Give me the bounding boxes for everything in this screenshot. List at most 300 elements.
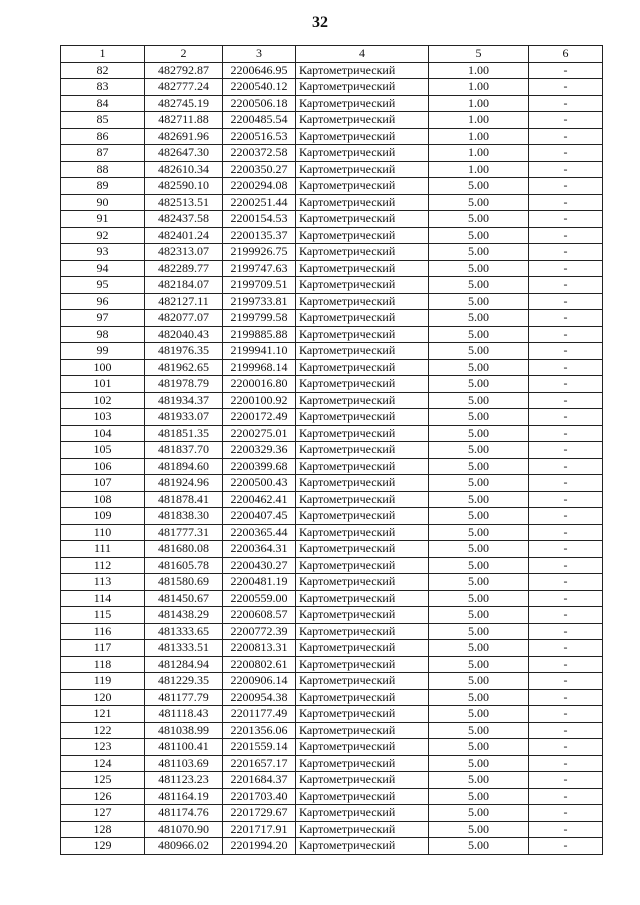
x-coordinate-cell: 481837.70 [145,442,223,459]
x-coordinate-cell: 481838.30 [145,508,223,525]
table-row [61,788,603,805]
method-cell: Картометрический [296,194,429,211]
x-coordinate-cell: 481123.23 [145,772,223,789]
description-cell: - [529,178,603,195]
accuracy-cell: 5.00 [429,359,529,376]
y-coordinate-cell: 2200154.53 [223,211,296,228]
x-coordinate-cell: 481284.94 [145,656,223,673]
description-cell: - [529,722,603,739]
point-number-cell: 85 [61,112,145,129]
y-coordinate-cell: 2201177.49 [223,706,296,723]
point-number-cell: 106 [61,458,145,475]
accuracy-cell: 5.00 [429,343,529,360]
point-number-cell: 89 [61,178,145,195]
table-row [61,161,603,178]
accuracy-cell: 5.00 [429,557,529,574]
table-row [61,491,603,508]
table-row [61,772,603,789]
x-coordinate-cell: 481333.51 [145,640,223,657]
accuracy-cell: 5.00 [429,425,529,442]
point-number-cell: 98 [61,326,145,343]
column-header: 5 [429,46,529,63]
y-coordinate-cell: 2200350.27 [223,161,296,178]
point-number-cell: 96 [61,293,145,310]
description-cell: - [529,293,603,310]
description-cell: - [529,211,603,228]
x-coordinate-cell: 482127.11 [145,293,223,310]
x-coordinate-cell: 481177.79 [145,689,223,706]
column-header: 4 [296,46,429,63]
y-coordinate-cell: 2200813.31 [223,640,296,657]
point-number-cell: 123 [61,739,145,756]
table-row [61,343,603,360]
method-cell: Картометрический [296,343,429,360]
point-number-cell: 126 [61,788,145,805]
y-coordinate-cell: 2200540.12 [223,79,296,96]
method-cell: Картометрический [296,640,429,657]
y-coordinate-cell: 2200772.39 [223,623,296,640]
point-number-cell: 115 [61,607,145,624]
accuracy-cell: 5.00 [429,755,529,772]
method-cell: Картометрический [296,656,429,673]
method-cell: Картометрический [296,772,429,789]
x-coordinate-cell: 482711.88 [145,112,223,129]
x-coordinate-cell: 481103.69 [145,755,223,772]
y-coordinate-cell: 2200500.43 [223,475,296,492]
page-number: 32 [312,14,328,31]
method-cell: Картометрический [296,145,429,162]
x-coordinate-cell: 482691.96 [145,128,223,145]
x-coordinate-cell: 482513.51 [145,194,223,211]
table-row [61,574,603,591]
table-row [61,326,603,343]
table-header-row [61,46,603,63]
accuracy-cell: 5.00 [429,508,529,525]
table-row [61,178,603,195]
table-row [61,706,603,723]
point-number-cell: 125 [61,772,145,789]
table-row [61,623,603,640]
description-cell: - [529,838,603,855]
method-cell: Картометрический [296,706,429,723]
accuracy-cell: 5.00 [429,293,529,310]
table-row [61,590,603,607]
y-coordinate-cell: 2200516.53 [223,128,296,145]
description-cell: - [529,112,603,129]
accuracy-cell: 5.00 [429,623,529,640]
point-number-cell: 102 [61,392,145,409]
x-coordinate-cell: 481894.60 [145,458,223,475]
description-cell: - [529,640,603,657]
point-number-cell: 113 [61,574,145,591]
x-coordinate-cell: 482313.07 [145,244,223,261]
table-body [61,62,603,854]
accuracy-cell: 5.00 [429,574,529,591]
x-coordinate-cell: 481100.41 [145,739,223,756]
x-coordinate-cell: 481438.29 [145,607,223,624]
point-number-cell: 114 [61,590,145,607]
method-cell: Картометрический [296,95,429,112]
y-coordinate-cell: 2200364.31 [223,541,296,558]
method-cell: Картометрический [296,508,429,525]
point-number-cell: 93 [61,244,145,261]
accuracy-cell: 5.00 [429,409,529,426]
point-number-cell: 100 [61,359,145,376]
description-cell: - [529,557,603,574]
description-cell: - [529,326,603,343]
x-coordinate-cell: 481038.99 [145,722,223,739]
table-row [61,689,603,706]
method-cell: Картометрический [296,326,429,343]
table-row [61,277,603,294]
method-cell: Картометрический [296,211,429,228]
point-number-cell: 118 [61,656,145,673]
table-row [61,739,603,756]
x-coordinate-cell: 481580.69 [145,574,223,591]
method-cell: Картометрический [296,376,429,393]
y-coordinate-cell: 2201994.20 [223,838,296,855]
y-coordinate-cell: 2200399.68 [223,458,296,475]
method-cell: Картометрический [296,62,429,79]
method-cell: Картометрический [296,178,429,195]
table-row [61,541,603,558]
accuracy-cell: 5.00 [429,689,529,706]
point-number-cell: 110 [61,524,145,541]
y-coordinate-cell: 2199926.75 [223,244,296,261]
accuracy-cell: 5.00 [429,541,529,558]
description-cell: - [529,475,603,492]
description-cell: - [529,376,603,393]
x-coordinate-cell: 481777.31 [145,524,223,541]
table-row [61,376,603,393]
x-coordinate-cell: 482040.43 [145,326,223,343]
method-cell: Картометрический [296,293,429,310]
y-coordinate-cell: 2200481.19 [223,574,296,591]
table-row [61,821,603,838]
description-cell: - [529,623,603,640]
coordinates-table [60,45,603,855]
method-cell: Картометрический [296,673,429,690]
y-coordinate-cell: 2201684.37 [223,772,296,789]
table-row [61,805,603,822]
column-header: 6 [529,46,603,63]
y-coordinate-cell: 2200100.92 [223,392,296,409]
point-number-cell: 116 [61,623,145,640]
point-number-cell: 86 [61,128,145,145]
description-cell: - [529,491,603,508]
x-coordinate-cell: 482077.07 [145,310,223,327]
y-coordinate-cell: 2199941.10 [223,343,296,360]
table-row [61,128,603,145]
table-row [61,293,603,310]
description-cell: - [529,805,603,822]
y-coordinate-cell: 2200172.49 [223,409,296,426]
point-number-cell: 127 [61,805,145,822]
point-number-cell: 91 [61,211,145,228]
accuracy-cell: 5.00 [429,491,529,508]
method-cell: Картометрический [296,689,429,706]
y-coordinate-cell: 2199709.51 [223,277,296,294]
table-row [61,425,603,442]
description-cell: - [529,359,603,376]
y-coordinate-cell: 2199968.14 [223,359,296,376]
method-cell: Картометрический [296,425,429,442]
accuracy-cell: 5.00 [429,805,529,822]
description-cell: - [529,574,603,591]
table-row [61,722,603,739]
method-cell: Картометрический [296,541,429,558]
description-cell: - [529,821,603,838]
y-coordinate-cell: 2200608.57 [223,607,296,624]
accuracy-cell: 5.00 [429,772,529,789]
accuracy-cell: 5.00 [429,211,529,228]
y-coordinate-cell: 2200294.08 [223,178,296,195]
x-coordinate-cell: 481164.19 [145,788,223,805]
table-row [61,656,603,673]
point-number-cell: 124 [61,755,145,772]
y-coordinate-cell: 2199885.88 [223,326,296,343]
description-cell: - [529,409,603,426]
x-coordinate-cell: 482289.77 [145,260,223,277]
description-cell: - [529,62,603,79]
y-coordinate-cell: 2201559.14 [223,739,296,756]
point-number-cell: 104 [61,425,145,442]
description-cell: - [529,392,603,409]
description-cell: - [529,508,603,525]
table-row [61,310,603,327]
accuracy-cell: 5.00 [429,392,529,409]
accuracy-cell: 5.00 [429,178,529,195]
point-number-cell: 101 [61,376,145,393]
column-header: 2 [145,46,223,63]
y-coordinate-cell: 2200365.44 [223,524,296,541]
accuracy-cell: 1.00 [429,95,529,112]
description-cell: - [529,79,603,96]
table-row [61,640,603,657]
description-cell: - [529,739,603,756]
x-coordinate-cell: 481878.41 [145,491,223,508]
accuracy-cell: 1.00 [429,112,529,129]
y-coordinate-cell: 2199799.58 [223,310,296,327]
y-coordinate-cell: 2199747.63 [223,260,296,277]
x-coordinate-cell: 481070.90 [145,821,223,838]
method-cell: Картометрический [296,227,429,244]
table-row [61,458,603,475]
table-row [61,557,603,574]
x-coordinate-cell: 482401.24 [145,227,223,244]
accuracy-cell: 5.00 [429,607,529,624]
y-coordinate-cell: 2200906.14 [223,673,296,690]
accuracy-cell: 5.00 [429,788,529,805]
method-cell: Картометрический [296,590,429,607]
table-row [61,95,603,112]
accuracy-cell: 1.00 [429,79,529,96]
description-cell: - [529,706,603,723]
y-coordinate-cell: 2200485.54 [223,112,296,129]
method-cell: Картометрический [296,442,429,459]
accuracy-cell: 5.00 [429,673,529,690]
table-row [61,524,603,541]
description-cell: - [529,244,603,261]
point-number-cell: 95 [61,277,145,294]
description-cell: - [529,128,603,145]
table-row [61,112,603,129]
y-coordinate-cell: 2201657.17 [223,755,296,772]
point-number-cell: 90 [61,194,145,211]
description-cell: - [529,343,603,360]
x-coordinate-cell: 481962.65 [145,359,223,376]
method-cell: Картометрический [296,458,429,475]
method-cell: Картометрический [296,128,429,145]
x-coordinate-cell: 481680.08 [145,541,223,558]
point-number-cell: 83 [61,79,145,96]
accuracy-cell: 5.00 [429,260,529,277]
table-row [61,755,603,772]
description-cell: - [529,788,603,805]
description-cell: - [529,656,603,673]
point-number-cell: 94 [61,260,145,277]
method-cell: Картометрический [296,557,429,574]
point-number-cell: 111 [61,541,145,558]
accuracy-cell: 5.00 [429,277,529,294]
x-coordinate-cell: 482745.19 [145,95,223,112]
point-number-cell: 121 [61,706,145,723]
point-number-cell: 97 [61,310,145,327]
accuracy-cell: 5.00 [429,722,529,739]
description-cell: - [529,541,603,558]
point-number-cell: 119 [61,673,145,690]
x-coordinate-cell: 481976.35 [145,343,223,360]
method-cell: Картометрический [296,821,429,838]
table-row [61,359,603,376]
y-coordinate-cell: 2200135.37 [223,227,296,244]
description-cell: - [529,607,603,624]
method-cell: Картометрический [296,277,429,294]
description-cell: - [529,277,603,294]
y-coordinate-cell: 2200954.38 [223,689,296,706]
method-cell: Картометрический [296,722,429,739]
accuracy-cell: 5.00 [429,656,529,673]
y-coordinate-cell: 2200329.36 [223,442,296,459]
x-coordinate-cell: 482184.07 [145,277,223,294]
method-cell: Картометрический [296,755,429,772]
description-cell: - [529,161,603,178]
description-cell: - [529,458,603,475]
y-coordinate-cell: 2201729.67 [223,805,296,822]
x-coordinate-cell: 481851.35 [145,425,223,442]
table-row [61,260,603,277]
accuracy-cell: 5.00 [429,838,529,855]
y-coordinate-cell: 2200506.18 [223,95,296,112]
method-cell: Картометрический [296,359,429,376]
accuracy-cell: 5.00 [429,310,529,327]
description-cell: - [529,425,603,442]
accuracy-cell: 5.00 [429,326,529,343]
x-coordinate-cell: 481450.67 [145,590,223,607]
method-cell: Картометрический [296,574,429,591]
accuracy-cell: 5.00 [429,475,529,492]
table-row [61,838,603,855]
method-cell: Картометрический [296,491,429,508]
accuracy-cell: 5.00 [429,227,529,244]
x-coordinate-cell: 481174.76 [145,805,223,822]
accuracy-cell: 1.00 [429,62,529,79]
method-cell: Картометрический [296,607,429,624]
method-cell: Картометрический [296,805,429,822]
column-header: 3 [223,46,296,63]
accuracy-cell: 5.00 [429,244,529,261]
x-coordinate-cell: 482647.30 [145,145,223,162]
accuracy-cell: 5.00 [429,524,529,541]
table-row [61,508,603,525]
table-row [61,62,603,79]
method-cell: Картометрический [296,260,429,277]
description-cell: - [529,95,603,112]
point-number-cell: 84 [61,95,145,112]
method-cell: Картометрический [296,79,429,96]
description-cell: - [529,227,603,244]
accuracy-cell: 5.00 [429,442,529,459]
table-row [61,194,603,211]
point-number-cell: 129 [61,838,145,855]
point-number-cell: 87 [61,145,145,162]
method-cell: Картометрический [296,788,429,805]
method-cell: Картометрический [296,409,429,426]
accuracy-cell: 5.00 [429,640,529,657]
description-cell: - [529,755,603,772]
x-coordinate-cell: 481605.78 [145,557,223,574]
point-number-cell: 122 [61,722,145,739]
x-coordinate-cell: 481978.79 [145,376,223,393]
description-cell: - [529,442,603,459]
y-coordinate-cell: 2200559.00 [223,590,296,607]
table-row [61,475,603,492]
y-coordinate-cell: 2199733.81 [223,293,296,310]
table-row [61,211,603,228]
point-number-cell: 99 [61,343,145,360]
table-row [61,442,603,459]
description-cell: - [529,145,603,162]
column-header: 1 [61,46,145,63]
point-number-cell: 88 [61,161,145,178]
x-coordinate-cell: 482777.24 [145,79,223,96]
point-number-cell: 82 [61,62,145,79]
x-coordinate-cell: 481924.96 [145,475,223,492]
point-number-cell: 107 [61,475,145,492]
accuracy-cell: 5.00 [429,458,529,475]
accuracy-cell: 5.00 [429,821,529,838]
table-row [61,79,603,96]
accuracy-cell: 1.00 [429,161,529,178]
table-row [61,392,603,409]
y-coordinate-cell: 2201356.06 [223,722,296,739]
description-cell: - [529,772,603,789]
x-coordinate-cell: 482437.58 [145,211,223,228]
description-cell: - [529,590,603,607]
method-cell: Картометрический [296,475,429,492]
method-cell: Картометрический [296,310,429,327]
method-cell: Картометрический [296,838,429,855]
point-number-cell: 92 [61,227,145,244]
y-coordinate-cell: 2200407.45 [223,508,296,525]
y-coordinate-cell: 2201717.91 [223,821,296,838]
point-number-cell: 128 [61,821,145,838]
description-cell: - [529,524,603,541]
method-cell: Картометрический [296,112,429,129]
method-cell: Картометрический [296,524,429,541]
description-cell: - [529,310,603,327]
x-coordinate-cell: 480966.02 [145,838,223,855]
